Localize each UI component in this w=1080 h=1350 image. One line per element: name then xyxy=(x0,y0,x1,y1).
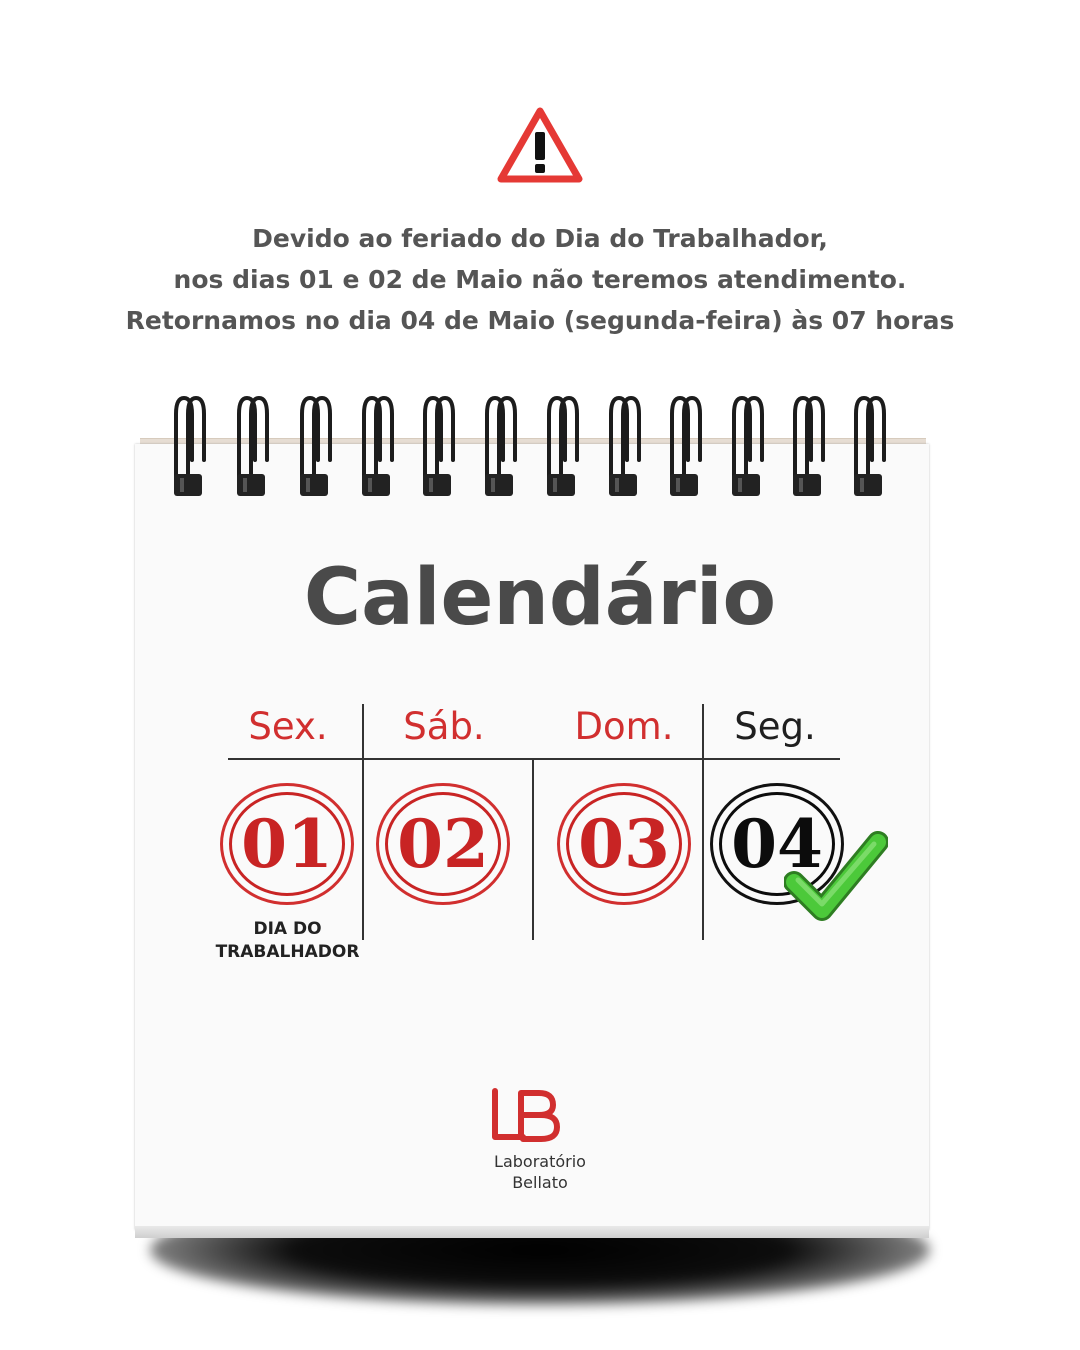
binding-ring xyxy=(670,398,700,496)
notice-line-3: Retornamos no dia 04 de Maio (segunda-feira) às 07 horas xyxy=(125,306,955,335)
date-number: 03 xyxy=(578,805,670,883)
brand-name-line-2: Bellato xyxy=(512,1173,568,1192)
check-icon xyxy=(784,830,888,922)
date-circle-02 xyxy=(376,783,510,905)
binding-ring xyxy=(423,398,453,496)
notice-line-2: nos dias 01 e 02 de Maio não teremos atendimento. xyxy=(173,265,907,294)
date-number: 02 xyxy=(397,805,489,883)
spiral-binding xyxy=(0,0,1080,520)
binding-ring xyxy=(174,398,204,496)
brand-name xyxy=(440,1151,640,1193)
notice-line-1: Devido ao feriado do Dia do Trabalhador, xyxy=(252,224,828,253)
holiday-label-line-2: TRABALHADOR xyxy=(215,942,360,962)
calendar-pad-edge xyxy=(135,1226,929,1238)
binding-ring xyxy=(485,398,515,496)
binding-ring xyxy=(362,398,392,496)
date-circle-03 xyxy=(557,783,691,905)
date-number: 01 xyxy=(241,805,333,883)
brand-logo xyxy=(487,1087,567,1147)
date-number: 04 xyxy=(731,805,823,883)
binding-ring xyxy=(793,398,823,496)
date-circle-01 xyxy=(220,783,354,905)
holiday-label xyxy=(205,918,370,964)
binding-ring xyxy=(237,398,267,496)
day-label-fri: Sex. xyxy=(248,705,328,748)
binding-ring xyxy=(300,398,330,496)
day-label-mon: Seg. xyxy=(734,705,816,748)
day-label-sat: Sáb. xyxy=(403,705,485,748)
holiday-label-line-1: DIA DO xyxy=(253,919,322,939)
calendar-title: Calendário xyxy=(303,553,777,643)
day-label-sun: Dom. xyxy=(574,705,674,748)
binding-ring xyxy=(609,398,639,496)
binding-ring xyxy=(854,398,884,496)
binding-ring xyxy=(732,398,762,496)
brand-name-line-1: Laboratório xyxy=(494,1152,586,1171)
binding-ring xyxy=(547,398,577,496)
